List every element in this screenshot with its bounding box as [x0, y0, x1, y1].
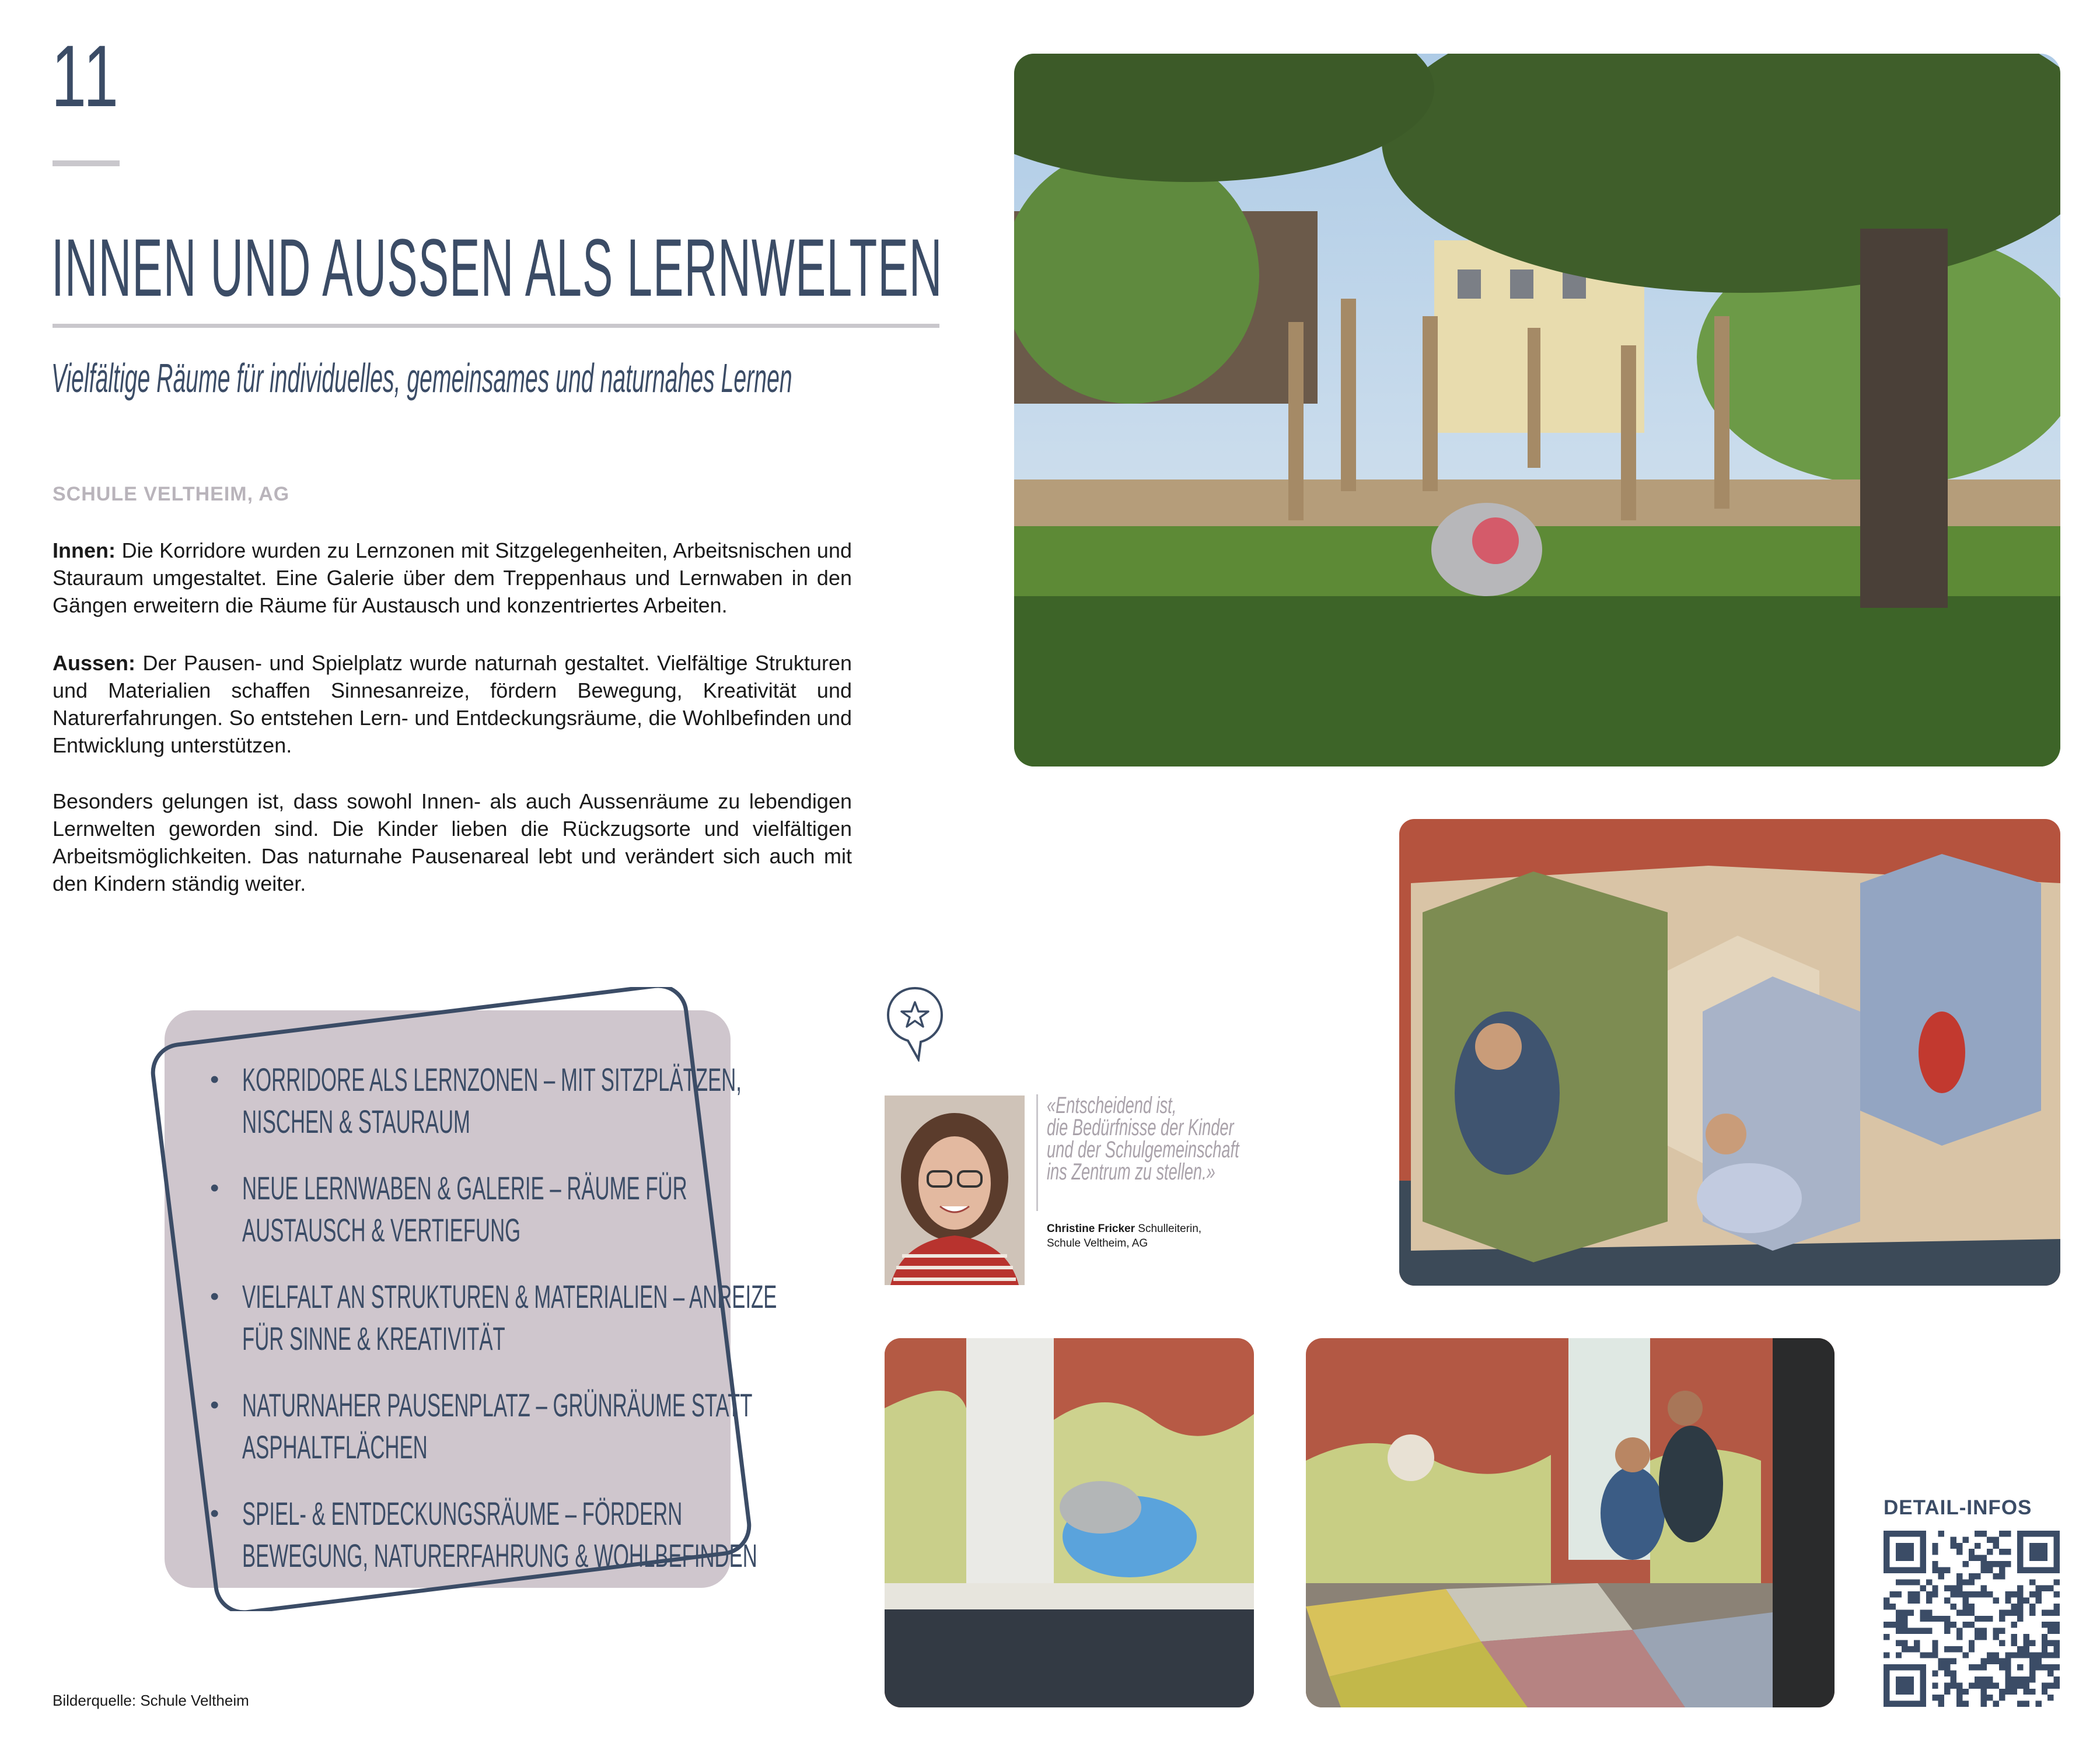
playground-photo — [1014, 54, 2060, 766]
quote-bar — [1036, 1094, 1038, 1211]
window-bench-photo — [885, 1338, 1254, 1707]
portrait-photo — [885, 1096, 1025, 1285]
innen-text: Die Korridore wurden zu Lernzonen mit Sitzgelegenheiten, Arbeitsnischen und Stauraum umgestaltet. Eine Galerie über dem Treppenhaus und Lernwaben in den Gängen erweitern die Räume für Austausch und konzentriertes Arbeiten. — [53, 538, 852, 617]
cushion-corner-photo — [1306, 1338, 1835, 1707]
innen-label: Innen: — [53, 538, 116, 562]
paragraph-closing: Besonders gelungen ist, dass sowohl Innen- als auch Aussenräume zu lebendigen Lernwelten geworden sind. Die Kinder lieben die Rückzugsorte und vielfältigen Arbeitsmöglichkeiten. Das naturnahe Pausenareal lebt und verändert sich auch mit den Kindern ständig weiter. — [53, 789, 852, 895]
highlight-item: • VIELFALT AN STRUKTUREN & MATERIALIEN – ANREIZE FÜR SINNE & KREATIVITÄT — [210, 1276, 782, 1360]
highlight-item: • NATURNAHER PAUSENPLATZ – GRÜNRÄUME STATT ASPHALTFLÄCHEN — [210, 1384, 782, 1468]
quote-role: Schulleiterin, — [1135, 1223, 1202, 1235]
title-underline — [53, 324, 939, 328]
quote-author: Christine Fricker — [1047, 1223, 1135, 1235]
quote-attribution — [1047, 1222, 1245, 1251]
paragraph-aussen — [53, 649, 852, 759]
highlight-item: • KORRIDORE ALS LERNZONEN – MIT SITZPLÄTZEN, NISCHEN & STAURAUM — [210, 1059, 782, 1143]
page-title: INNEN UND AUSSEN ALS LERNWELTEN — [51, 222, 943, 313]
quote-org: Schule Veltheim, AG — [1047, 1237, 1148, 1250]
page-subtitle: Vielfältige Räume für individuelles, gemeinsames und naturnahes Lernen — [51, 355, 792, 401]
honeycomb-learning-nook-photo — [1399, 819, 2060, 1286]
highlights-list — [210, 1059, 782, 1601]
aussen-label: Aussen: — [53, 651, 136, 675]
aussen-text: Der Pausen- und Spielplatz wurde naturnah gestaltet. Vielfältige Strukturen und Materialien schaffen Sinnesanreize, fördern Bewegung, Kreativität und Naturerfahrungen. So entstehen Lern- und Entdeckungsräume, die Wohlbefinden und Entwicklung unterstützen. — [53, 651, 852, 757]
image-credit: Bilderquelle: Schule Veltheim — [53, 1692, 249, 1709]
paragraph-innen — [53, 537, 852, 619]
highlight-item: • SPIEL- & ENTDECKUNGSRÄUME – FÖRDERN BEWEGUNG, NATURERFAHRUNG & WOHLBEFINDEN — [210, 1493, 782, 1577]
quote-text: «Entscheidend ist, die Bedürfnisse der Kinder und der Schulgemeinschaft ins Zentrum zu stellen.» — [1047, 1093, 1239, 1185]
page-number-underline — [53, 160, 120, 166]
qr-code-icon[interactable] — [1884, 1531, 2060, 1707]
school-name: SCHULE VELTHEIM, AG — [53, 483, 290, 505]
highlight-item: • NEUE LERNWABEN & GALERIE – RÄUME FÜR AUSTAUSCH & VERTIEFUNG — [210, 1167, 782, 1251]
page-number: 11 — [51, 27, 120, 125]
detail-infos-label: DETAIL-INFOS — [1884, 1496, 2032, 1519]
star-in-bubble-icon — [885, 985, 945, 1062]
